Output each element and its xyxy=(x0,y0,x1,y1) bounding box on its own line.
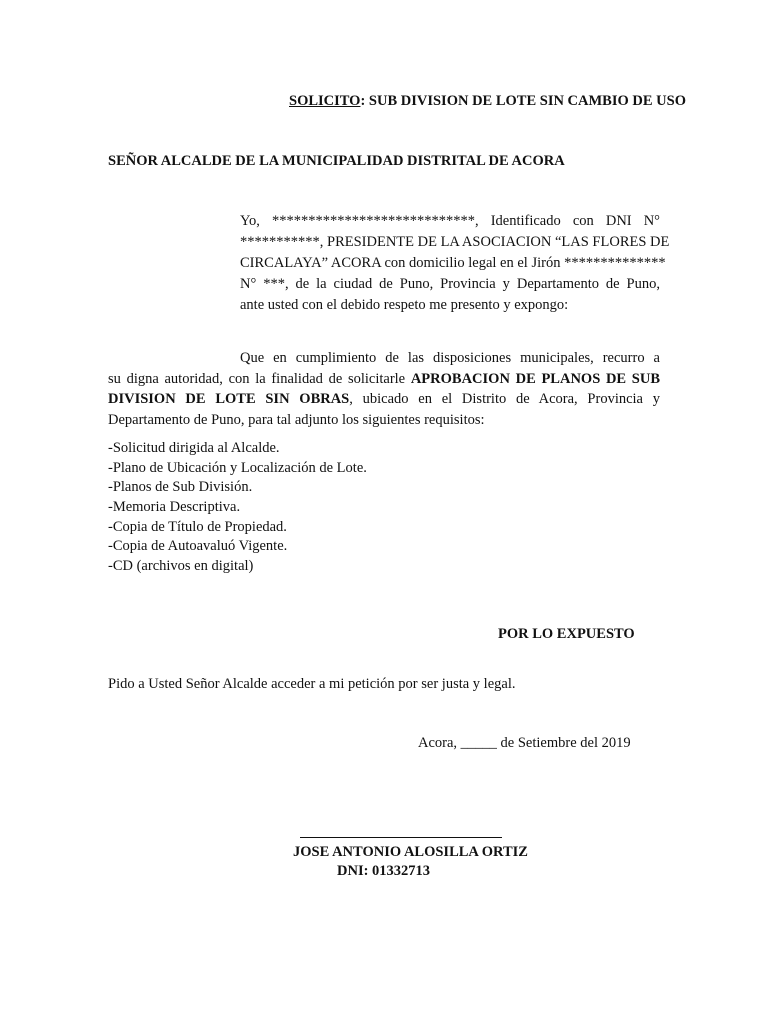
subject-line xyxy=(289,91,686,111)
requirements-list xyxy=(108,438,367,576)
body-line: Que en cumplimiento de las disposiciones municipales, recurro a xyxy=(240,350,660,366)
subject-label: SOLICITO xyxy=(289,93,361,109)
requirement-item: -Copia de Título de Propiedad. xyxy=(108,518,287,535)
body-line xyxy=(108,389,660,410)
intro-line: ***********, PRESIDENTE DE LA ASOCIACION “LAS FLORES DE xyxy=(240,234,670,250)
intro-paragraph xyxy=(240,211,670,316)
intro-line: CIRCALAYA” ACORA con domicilio legal en el Jirón ************** xyxy=(240,255,666,271)
intro-line: Yo, ****************************, Identificado con DNI N° xyxy=(240,213,660,229)
petition-line: Pido a Usted Señor Alcalde acceder a mi petición por ser justa y legal. xyxy=(108,676,516,692)
signature-line xyxy=(300,837,502,838)
requirement-item: -Copia de Autoavaluó Vigente. xyxy=(108,538,288,555)
body-emphasis: DIVISION DE LOTE SIN OBRAS xyxy=(108,391,350,407)
date-line: Acora, _____ de Setiembre del 2019 xyxy=(418,735,631,751)
body-line: Departamento de Puno, para tal adjunto los siguientes requisitos: xyxy=(108,411,485,428)
body-text: su digna autoridad, con la finalidad de solicitarle xyxy=(108,370,411,387)
intro-line: N° ***, de la ciudad de Puno, Provincia y Departamento de Puno, xyxy=(240,276,660,292)
signer-dni: DNI: 01332713 xyxy=(337,863,431,879)
signer-name: JOSE ANTONIO ALOSILLA ORTIZ xyxy=(293,844,528,860)
requirement-item: -Plano de Ubicación y Localización de Lote. xyxy=(108,459,367,476)
intro-line: ante usted con el debido respeto me presento y expongo: xyxy=(240,297,569,313)
subject-text: : SUB DIVISION DE LOTE SIN CAMBIO DE USO xyxy=(360,93,686,109)
body-line xyxy=(108,369,660,390)
requirement-item: -Planos de Sub División. xyxy=(108,479,253,496)
requirement-item: -CD (archivos en digital) xyxy=(108,558,254,575)
requirement-item: -Memoria Descriptiva. xyxy=(108,499,241,516)
body-paragraph xyxy=(108,348,660,430)
closing-line: POR LO EXPUESTO xyxy=(498,626,635,642)
addressee-line: SEÑOR ALCALDE DE LA MUNICIPALIDAD DISTRITAL DE ACORA xyxy=(108,153,565,169)
requirement-item: -Solicitud dirigida al Alcalde. xyxy=(108,440,280,456)
body-emphasis: APROBACION DE PLANOS DE SUB xyxy=(410,370,660,387)
body-text: , ubicado en el Distrito de Acora, Provincia y xyxy=(349,391,660,407)
